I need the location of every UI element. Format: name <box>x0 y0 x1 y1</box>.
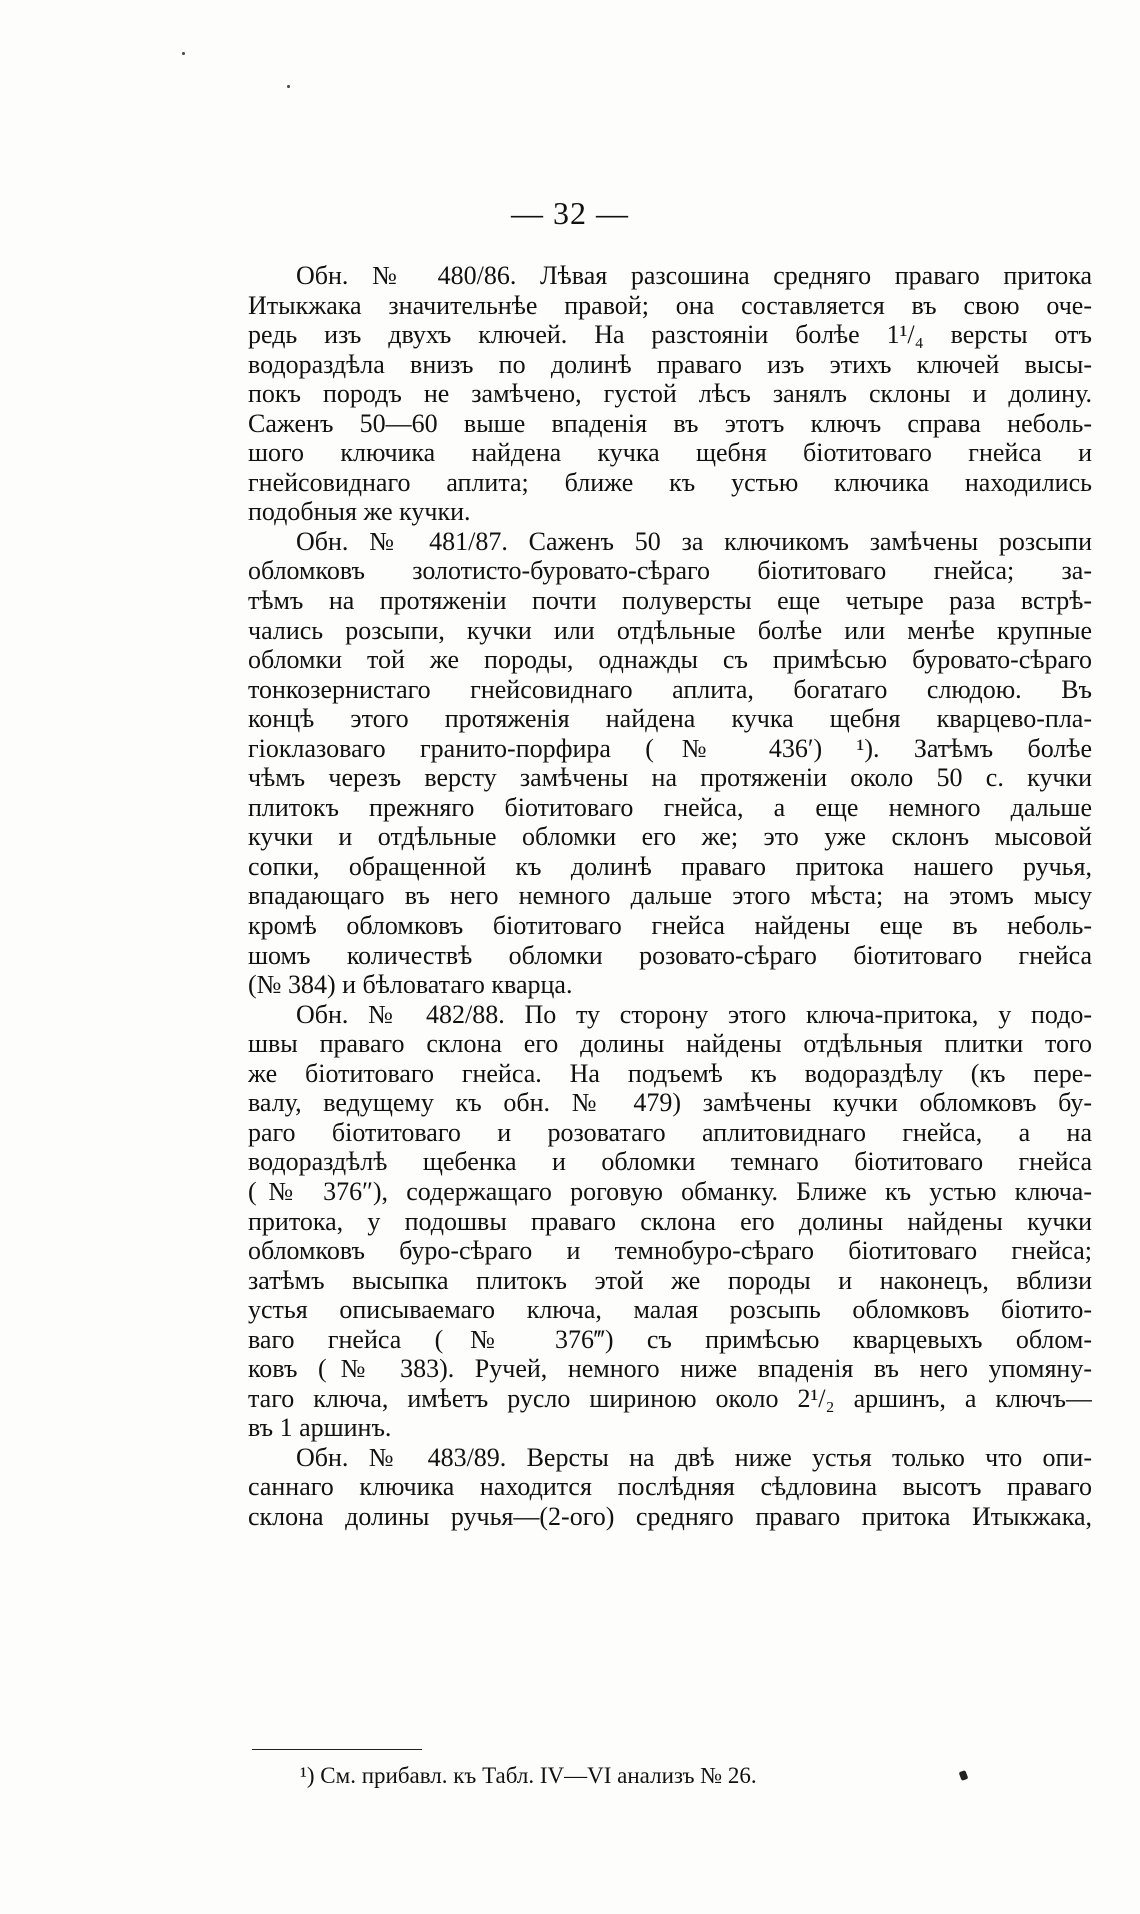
text-line: Итыкжака значительнѣе правой; она составляется въ свою оче- <box>248 290 1092 320</box>
text-line: склона долины ручья—(2-ого) средняго праваго притока Итыкжака, <box>248 1501 1092 1531</box>
footnote: ¹) См. прибавл. къ Табл. IV—VI анализъ № 26. <box>300 1763 757 1788</box>
text-line: гнейсовиднаго аплита; ближе къ устью ключика находились <box>248 467 1092 497</box>
text-line: обломковъ золотисто-буровато-сѣраго біотитоваго гнейса; за- <box>248 556 1092 586</box>
text-line: обломковъ буро-сѣраго и темнобуро-сѣраго біотитоваго гнейса; <box>248 1236 1092 1266</box>
text-line: Обн. № 480/86. Лѣвая разсошина средняго праваго притока <box>296 261 1092 290</box>
text-line: саннаго ключика находится послѣдняя сѣдловина высотъ праваго <box>248 1472 1092 1502</box>
text-line: водораздѣла внизъ по долинѣ праваго изъ этихъ ключей высы- <box>248 349 1092 379</box>
page-number: — 32 — <box>511 195 629 231</box>
text-line: Обн. № 483/89. Версты на двѣ ниже устья только что опи- <box>296 1442 1092 1472</box>
paper-speck <box>182 52 185 55</box>
text-line: швы праваго склона его долины найдены отдѣльныя плитки того <box>248 1029 1092 1059</box>
text-line: валу, ведущему къ обн. № 479) замѣчены кучки обломковъ бу- <box>248 1088 1092 1118</box>
footnote-divider <box>252 1749 422 1750</box>
text-line: плитокъ прежняго біотитоваго гнейса, а еще немного дальше <box>248 792 1092 822</box>
text-line: въ 1 аршинъ. <box>248 1413 392 1443</box>
text-line: гіоклазоваго гранито-порфира (№ 436′) ¹). Затѣмъ болѣе <box>248 733 1092 763</box>
paper-speck <box>287 85 290 88</box>
text-line: затѣмъ высыпка плитокъ этой же породы и наконецъ, вблизи <box>248 1265 1092 1295</box>
text-line: шомъ количествѣ обломки розовато-сѣраго біотитоваго гнейса <box>248 940 1092 970</box>
text-line: ковъ (№ 383). Ручей, немного ниже впаденія въ него упомяну- <box>248 1354 1092 1384</box>
text-line: подобныя же кучки. <box>248 497 471 527</box>
text-line: покъ породъ не замѣчено, густой лѣсъ занялъ склоны и долину. <box>248 379 1092 409</box>
text-line: устья описываемаго ключа, малая розсыпь обломковъ біотито- <box>248 1295 1092 1325</box>
text-line: Обн. № 481/87. Саженъ 50 за ключикомъ замѣчены розсыпи <box>296 526 1092 556</box>
text-line: тѣмъ на протяженіи почти полуверсты еще четыре раза встрѣ- <box>248 586 1092 616</box>
text-line: (№ 384) и бѣловатаго кварца. <box>248 970 573 1000</box>
text-line: впадающаго въ него немного дальше этого мѣста; на этомъ мысу <box>248 881 1092 911</box>
text-line: кромѣ обломковъ біотитоваго гнейса найдены еще въ неболь- <box>248 911 1092 941</box>
text-line: (№ 376″), содержащаго роговую обманку. Ближе къ устью ключа- <box>248 1176 1092 1206</box>
text-line: раго біотитоваго и розоватаго аплитовиднаго гнейса, а на <box>248 1117 1092 1147</box>
text-line: Обн. № 482/88. По ту сторону этого ключа-притока, у подо- <box>296 999 1092 1029</box>
text-line: чались розсыпи, кучки или отдѣльные болѣе или менѣе крупные <box>248 615 1092 645</box>
text-line: же біотитоваго гнейса. На подъемѣ къ водораздѣлу (къ пере- <box>248 1058 1092 1088</box>
text-line: сопки, обращенной къ долинѣ праваго притока нашего ручья, <box>248 851 1092 881</box>
text-line: притока, у подошвы праваго склона его долины найдены кучки <box>248 1206 1092 1236</box>
body-text <box>248 261 1092 1532</box>
text-line: Саженъ 50—60 выше впаденія въ этотъ ключъ справа неболь- <box>248 408 1092 438</box>
text-line: редь изъ двухъ ключей. На разстояніи болѣе 1¹/₄ версты отъ <box>248 320 1092 350</box>
text-line: концѣ этого протяженія найдена кучка щебня кварцево-пла- <box>248 704 1092 734</box>
text-line: тонкозернистаго гнейсовиднаго аплита, богатаго слюдою. Въ <box>248 674 1092 704</box>
text-line: таго ключа, имѣетъ русло шириною около 2¹/₂ аршинъ, а ключъ— <box>248 1383 1092 1413</box>
text-line: шого ключика найдена кучка щебня біотитоваго гнейса и <box>248 438 1092 468</box>
text-line: кучки и отдѣльные обломки его же; это уже склонъ мысовой <box>248 822 1092 852</box>
text-line: ваго гнейса (№ 376‴) съ примѣсью кварцевыхъ облом- <box>248 1324 1092 1354</box>
text-line: обломки той же породы, однажды съ примѣсью буровато-сѣраго <box>248 645 1092 675</box>
text-line: водораздѣлѣ щебенка и обломки темнаго біотитоваго гнейса <box>248 1147 1092 1177</box>
text-line: чѣмъ черезъ версту замѣчены на протяженіи около 50 с. кучки <box>248 763 1092 793</box>
